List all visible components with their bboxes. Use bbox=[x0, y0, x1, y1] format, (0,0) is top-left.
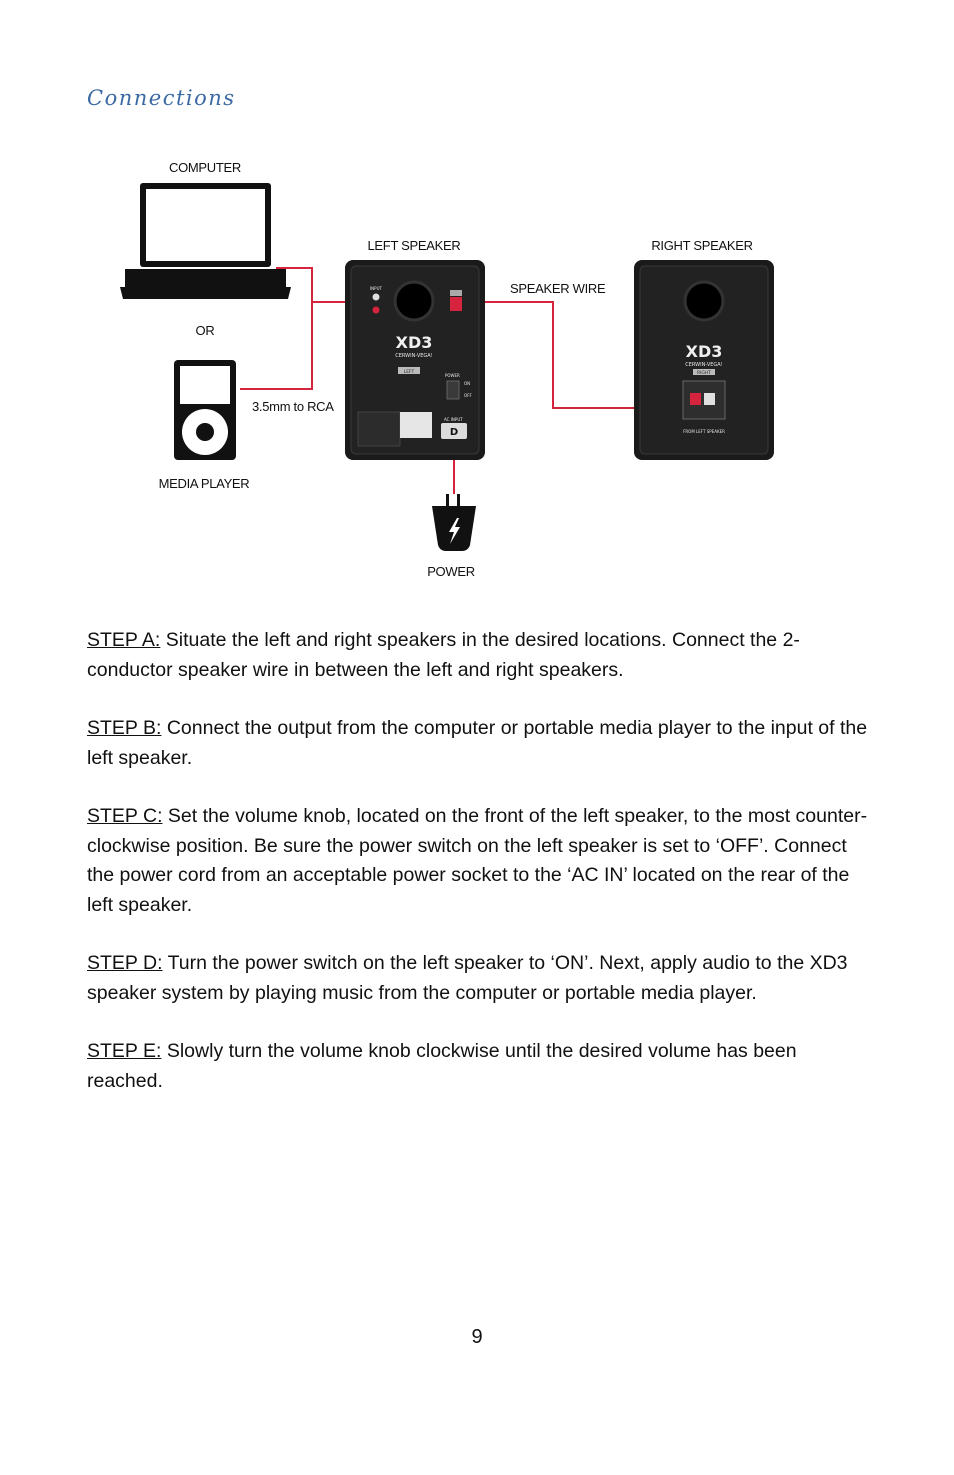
right-from-left-text: FROM LEFT SPEAKER bbox=[683, 429, 725, 434]
right-brand-text: XD3 bbox=[685, 342, 723, 361]
step-a-text: Situate the left and right speakers in the desired locations. Connect the 2-conductor speaker wire in between the left and right speakers. bbox=[87, 629, 800, 681]
left-input-text: INPUT bbox=[370, 286, 382, 291]
step-d-text: Turn the power switch on the left speaker to ‘ON’. Next, apply audio to the XD3 speaker system by playing music from the computer or portable media player. bbox=[87, 952, 848, 1004]
step-e-label: STEP E: bbox=[87, 1040, 162, 1062]
power-plug-icon bbox=[432, 494, 476, 551]
left-ac-text: AC INPUT bbox=[444, 417, 463, 422]
svg-text:D: D bbox=[449, 427, 459, 438]
rca-jack-white-icon bbox=[373, 294, 380, 301]
step-c bbox=[87, 802, 877, 920]
rca-jack-red-icon bbox=[373, 307, 380, 314]
left-tag-text: LEFT bbox=[403, 370, 415, 375]
left-off-text: OFF bbox=[464, 393, 472, 398]
left-speaker-label: LEFT SPEAKER bbox=[367, 238, 461, 253]
power-label: POWER bbox=[427, 564, 475, 579]
left-on-text: ON bbox=[464, 381, 471, 386]
step-b bbox=[87, 714, 877, 773]
step-b-text: Connect the output from the computer or portable media player to the input of the left speaker. bbox=[87, 717, 868, 769]
computer-label: COMPUTER bbox=[169, 160, 241, 175]
left-speaker bbox=[345, 260, 485, 460]
left-maker-text: CERWIN-VEGA! bbox=[395, 353, 433, 359]
cable-label: 3.5mm to RCA bbox=[252, 399, 334, 414]
step-e-text: Slowly turn the volume knob clockwise until the desired volume has been reached. bbox=[87, 1040, 797, 1092]
page-number: 9 bbox=[471, 1326, 483, 1348]
step-c-text: Set the volume knob, located on the front of the left speaker, to the most counter-clockwise position. Be sure the power switch on the left speaker is set to ‘OFF’. Connect the power cord from an acceptable power socket to the ‘AC IN’ located on the rear of the left speaker. bbox=[87, 805, 868, 916]
left-brand-text: XD3 bbox=[395, 333, 433, 352]
right-speaker bbox=[634, 260, 774, 460]
right-maker-text: CERWIN-VEGA! bbox=[685, 362, 723, 368]
power-switch-icon bbox=[447, 381, 459, 399]
media-player-label: MEDIA PLAYER bbox=[158, 476, 250, 491]
laptop-icon bbox=[120, 183, 291, 299]
connection-diagram bbox=[0, 140, 954, 590]
speaker-wire-label: SPEAKER WIRE bbox=[510, 281, 606, 296]
step-c-label: STEP C: bbox=[87, 805, 163, 827]
step-e bbox=[87, 1037, 877, 1096]
right-speaker-label: RIGHT SPEAKER bbox=[651, 238, 753, 253]
section-heading: Connections bbox=[87, 86, 236, 110]
or-label: OR bbox=[195, 323, 215, 338]
step-b-label: STEP B: bbox=[87, 717, 162, 739]
steps-list bbox=[87, 626, 877, 1125]
left-power-text: POWER bbox=[445, 373, 460, 378]
step-d bbox=[87, 949, 877, 1008]
step-a-label: STEP A: bbox=[87, 629, 161, 651]
media-player-icon bbox=[174, 360, 236, 460]
right-tag-text: RIGHT bbox=[696, 371, 712, 376]
step-d-label: STEP D: bbox=[87, 952, 163, 974]
step-a bbox=[87, 626, 877, 685]
